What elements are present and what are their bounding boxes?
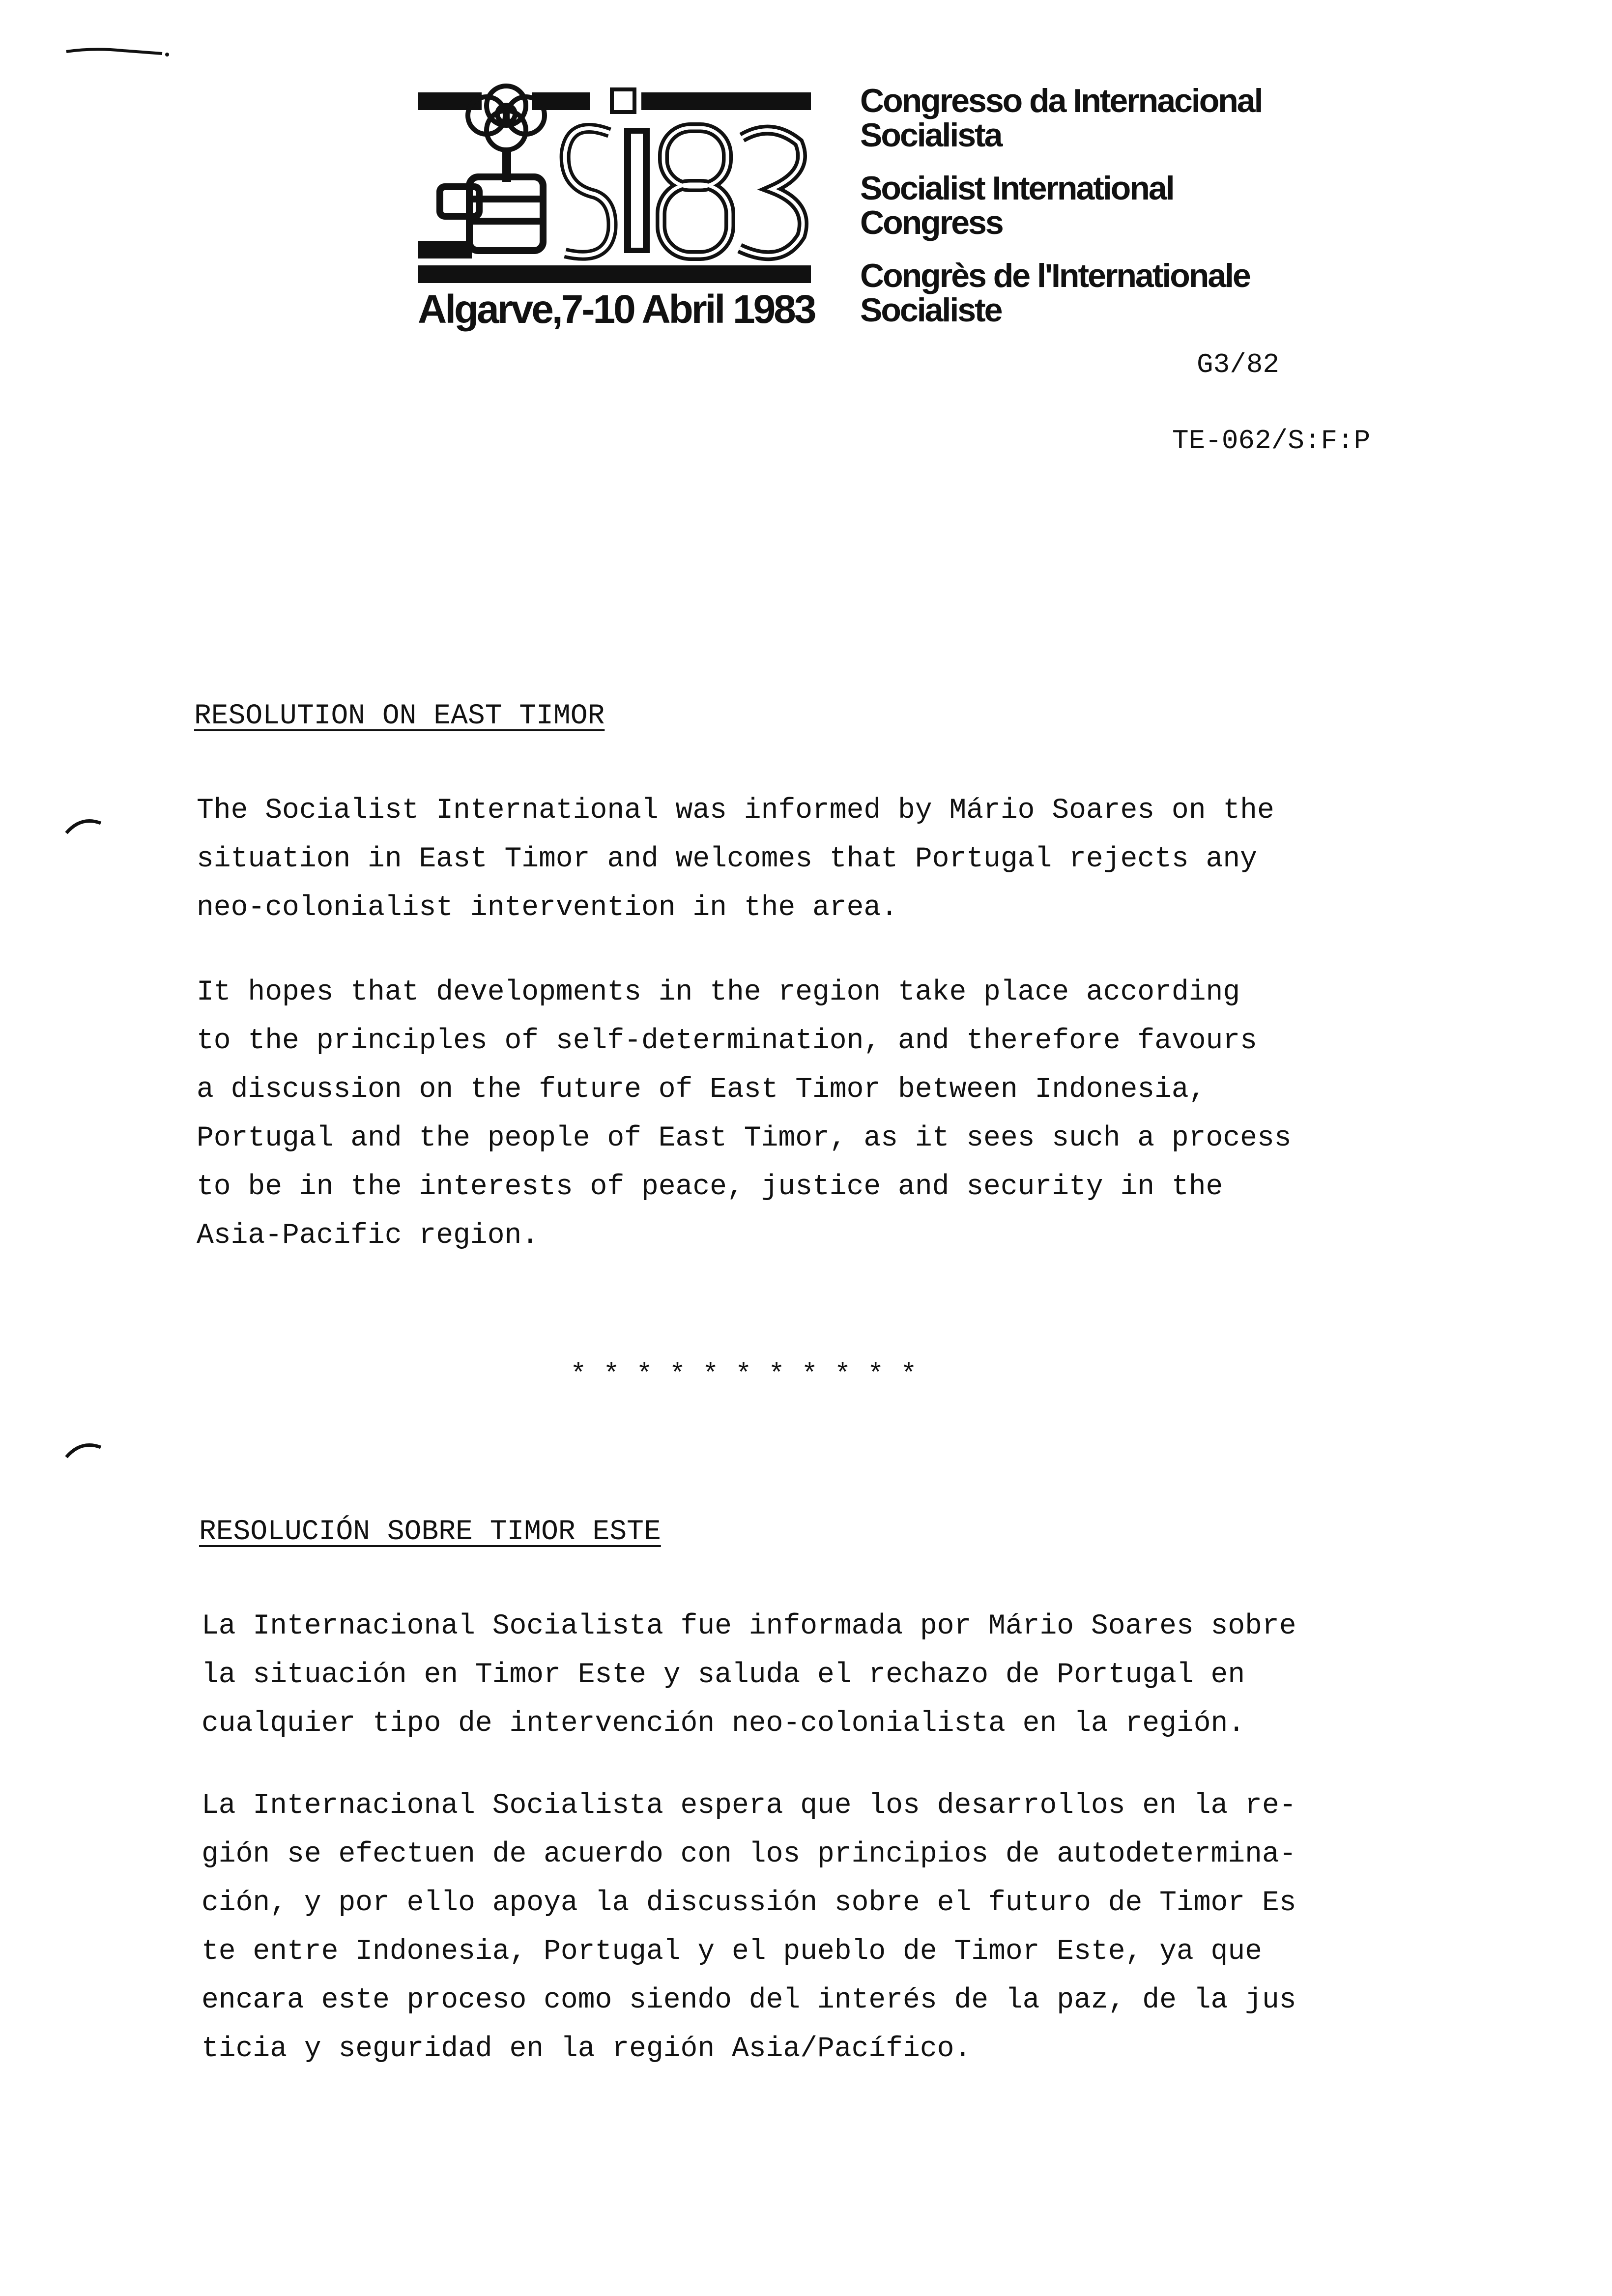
congress-name-portuguese: Congresso da Internacional Socialista — [860, 82, 1262, 154]
logo-caption: Algarve,7-10 Abril 1983 — [418, 287, 815, 332]
heading-english: RESOLUTION ON EAST TIMOR — [194, 700, 605, 732]
letterhead-logo — [418, 79, 815, 339]
document-code: G3/82 — [1197, 349, 1280, 380]
heading-spanish: RESOLUCIÓN SOBRE TIMOR ESTE — [199, 1516, 661, 1548]
punch-hole-mark-icon — [64, 811, 103, 840]
document-reference: TE-062/S:F:P — [1172, 425, 1371, 457]
congress-name-english: Socialist International Congress — [860, 170, 1174, 241]
congress-names — [860, 84, 1302, 346]
congress-name-french: Congrès de l'Internationale Socialiste — [860, 257, 1250, 329]
scan-mark-icon — [64, 42, 172, 61]
star-separator: * * * * * * * * * * * — [570, 1359, 917, 1390]
punch-hole-mark-icon — [64, 1435, 103, 1464]
paragraph-spanish-2: La Internacional Socialista espera que los desarrollos en la re- gión se efectuen de acuerdo con los principios de autodetermina- ción, y por ello apoya la discussión sobre el futuro de Timor Es te entre Indonesia, Portugal y el pueblo de Timor Este, ya que encara este proceso como siendo del interés de la paz, de la jus ticia y seguridad en la región Asia/Pacífico. — [202, 1790, 1296, 2065]
si83-logo-icon — [418, 79, 811, 285]
paragraph-english-2: It hopes that developments in the region take place according to the principles of self-determination, and therefore favours a discussion on the future of East Timor between Indonesia, Portugal and the people of East Timor, as it sees such a process to be in the interests of peace, justice and security in the Asia-Pacific region. — [197, 976, 1292, 1252]
paragraph-english-1: The Socialist International was informed by Mário Soares on the situation in East Timor and welcomes that Portugal rejects any neo-colonialist intervention in the area. — [197, 795, 1274, 924]
paragraph-spanish-1: La Internacional Socialista fue informada por Mário Soares sobre la situación en Timor Este y saluda el rechazo de Portugal en cualquier tipo de intervención neo-colonialista en la región. — [202, 1610, 1296, 1740]
